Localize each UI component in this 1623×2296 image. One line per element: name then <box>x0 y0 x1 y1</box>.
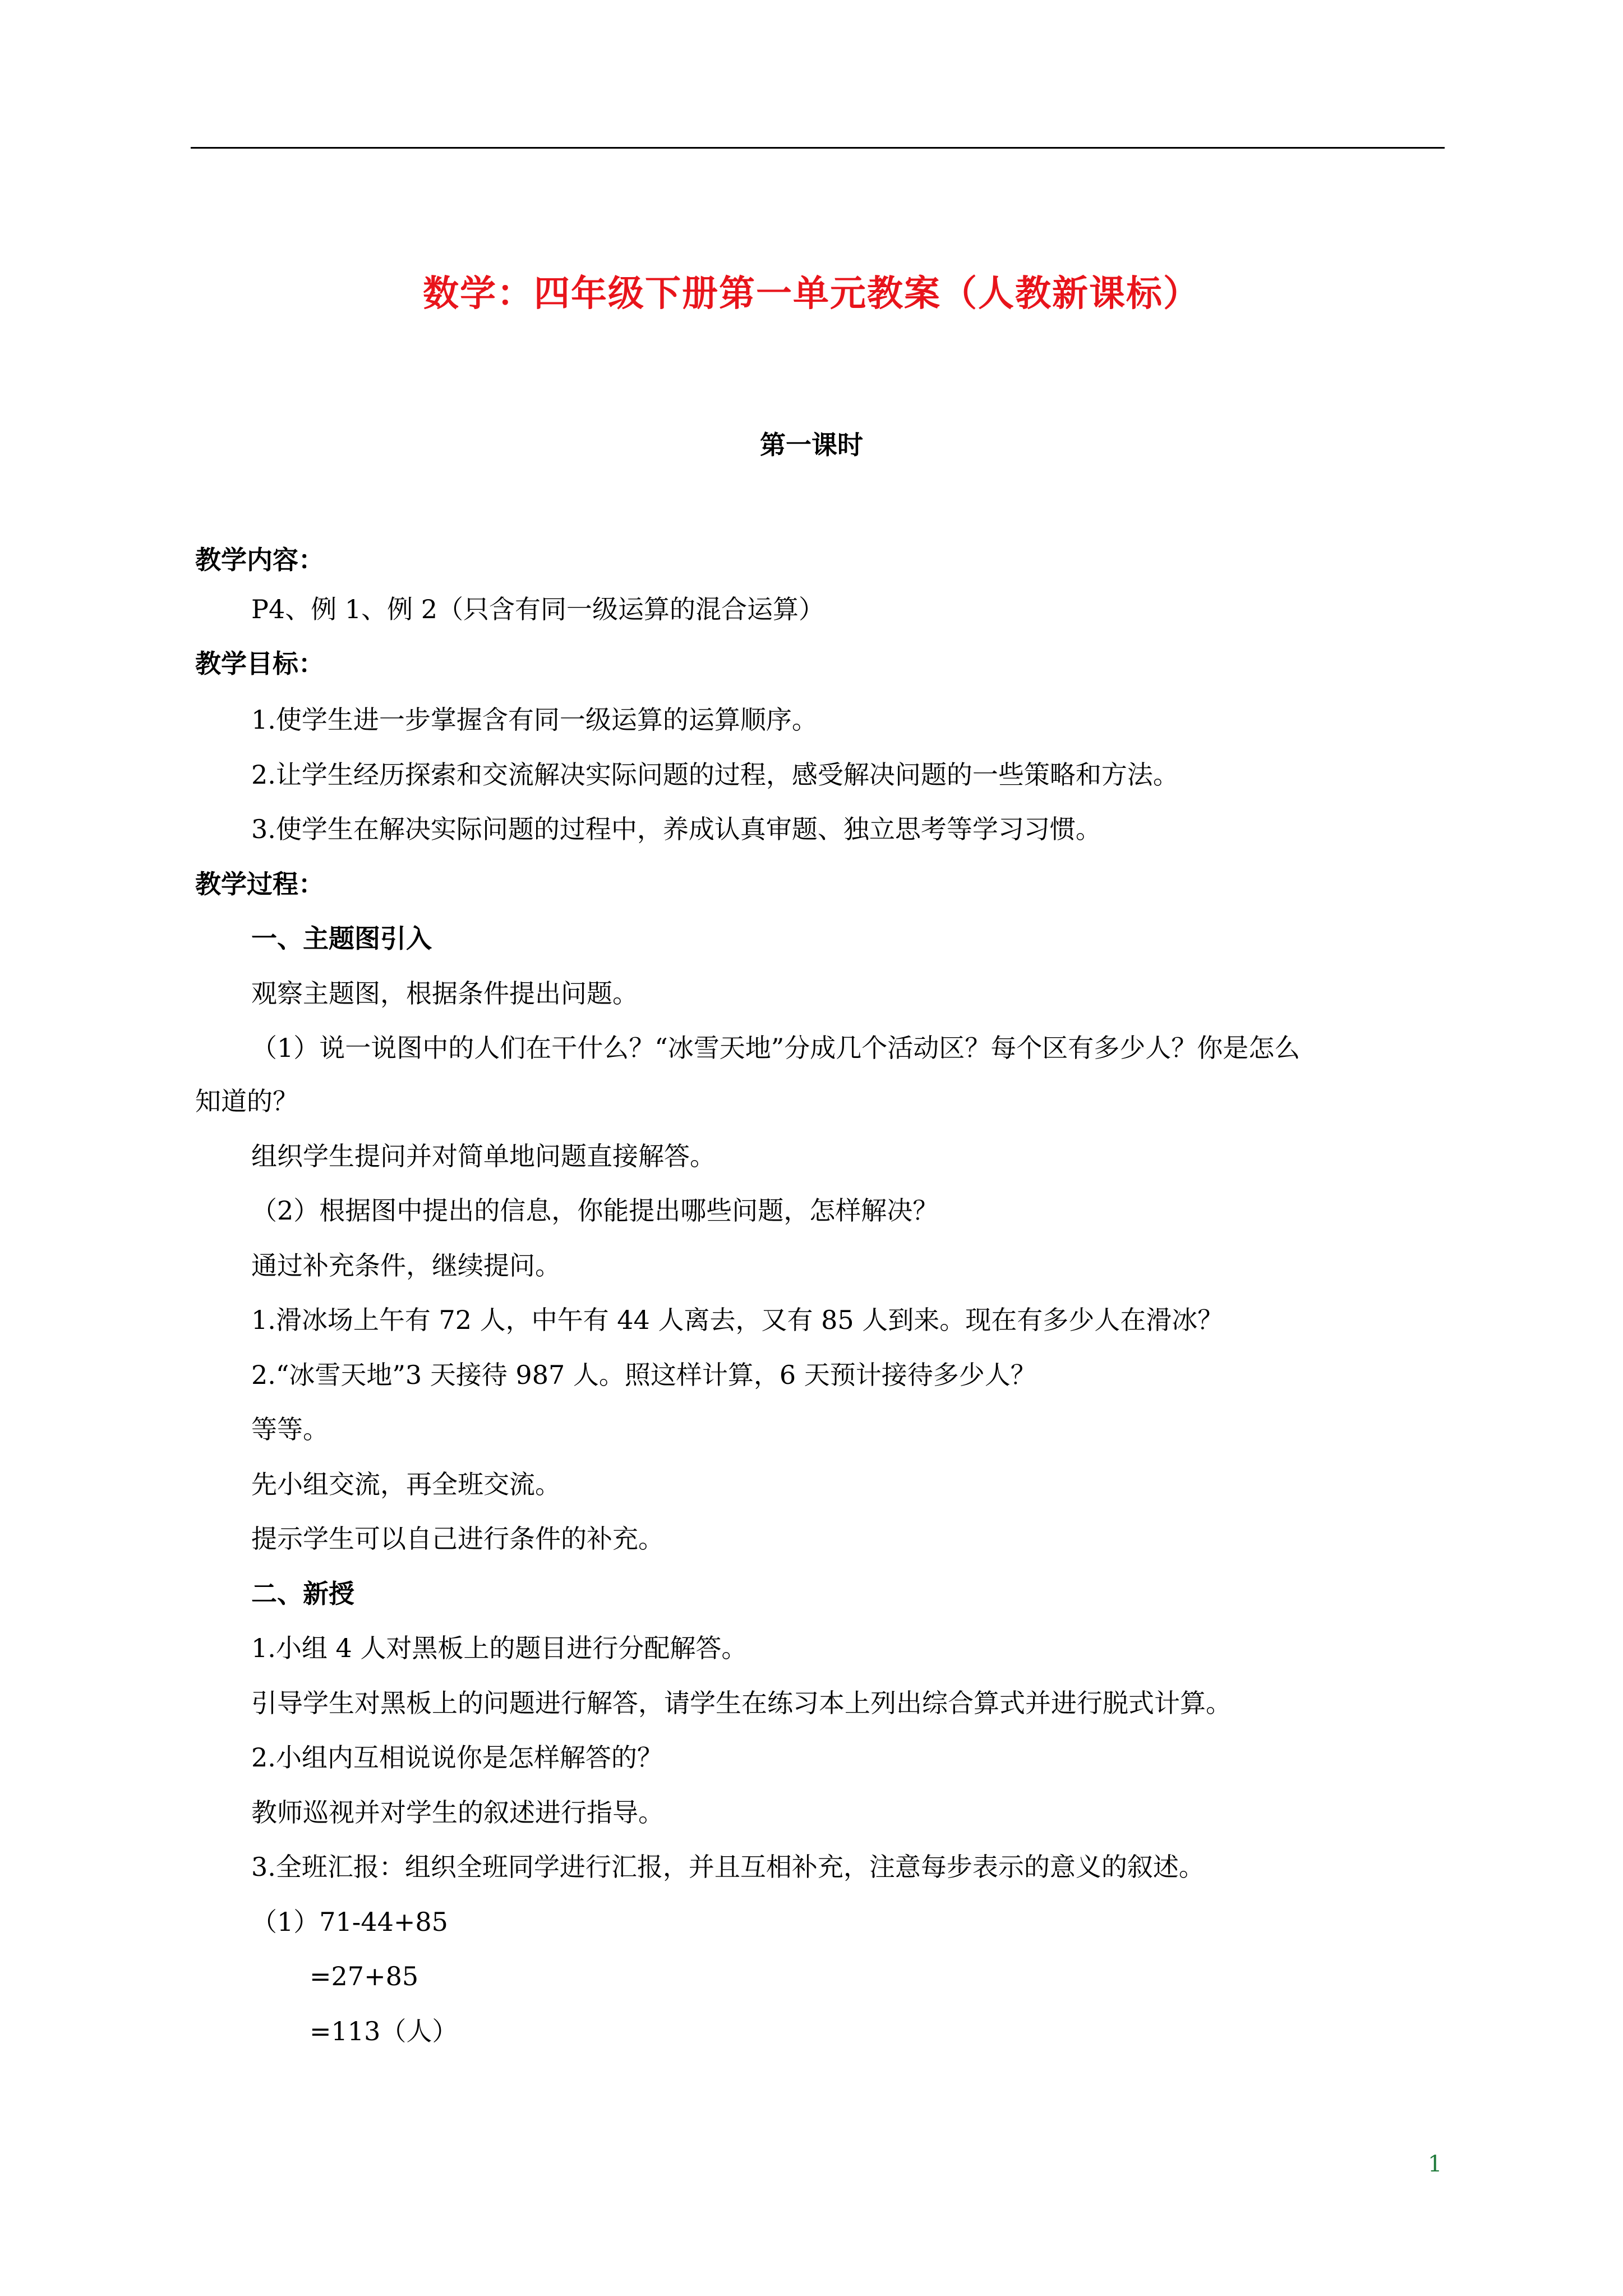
section-heading: 教学目标： <box>195 648 324 679</box>
lesson-title: 第一课时 <box>760 430 863 460</box>
body-line: =27+85 <box>310 1961 419 1991</box>
body-line: 等等。 <box>251 1414 329 1444</box>
section-heading: 教学内容： <box>195 545 324 575</box>
body-line: 3.使学生在解决实际问题的过程中，养成认真审题、独立思考等学习习惯。 <box>251 814 1101 844</box>
body-line: （1）71-44+85 <box>251 1907 448 1937</box>
body-line: 提示学生可以自己进行条件的补充。 <box>251 1524 664 1554</box>
body-line: 先小组交流，再全班交流。 <box>251 1469 561 1499</box>
page-number: 1 <box>1428 2151 1442 2177</box>
body-line: 1.滑冰场上午有 72 人，中午有 44 人离去，又有 85 人到来。现在有多少人在滑冰？ <box>251 1305 1224 1335</box>
body-line: P4、例 1、例 2（只含有同一级运算的混合运算） <box>251 594 824 624</box>
body-line: 引导学生对黑板上的问题进行解答，请学生在练习本上列出综合算式并进行脱式计算。 <box>251 1688 1232 1718</box>
body-line: 知道的？ <box>195 1086 298 1116</box>
section-heading: 一、主题图引入 <box>251 923 432 954</box>
body-line: 教师巡视并对学生的叙述进行指导。 <box>251 1797 664 1828</box>
body-line: =113（人） <box>310 2016 458 2046</box>
body-line: 1.使学生进一步掌握含有同一级运算的运算顺序。 <box>251 705 818 735</box>
body-line: 1.小组 4 人对黑板上的题目进行分配解答。 <box>251 1633 748 1663</box>
body-line: 组织学生提问并对简单地问题直接解答。 <box>251 1141 716 1171</box>
body-line: （2）根据图中提出的信息，你能提出哪些问题，怎样解决？ <box>251 1195 939 1226</box>
body-line: （1）说一说图中的人们在干什么？“冰雪天地”分成几个活动区？每个区有多少人？你是怎么 <box>251 1033 1301 1063</box>
body-line: 通过补充条件，继续提问。 <box>251 1250 561 1281</box>
document-title: 数学：四年级下册第一单元教案（人教新课标） <box>423 273 1200 315</box>
section-heading: 二、新授 <box>251 1579 354 1609</box>
body-line: 2.让学生经历探索和交流解决实际问题的过程，感受解决问题的一些策略和方法。 <box>251 760 1179 790</box>
body-line: 3.全班汇报：组织全班同学进行汇报，并且互相补充，注意每步表示的意义的叙述。 <box>251 1852 1205 1882</box>
body-line: 2.“冰雪天地”3 天接待 987 人。照这样计算，6 天预计接待多少人？ <box>251 1360 1036 1390</box>
header-rule <box>191 147 1445 149</box>
section-heading: 教学过程： <box>195 869 324 899</box>
body-line: 观察主题图，根据条件提出问题。 <box>251 978 638 1009</box>
body-line: 2.小组内互相说说你是怎样解答的？ <box>251 1742 663 1773</box>
